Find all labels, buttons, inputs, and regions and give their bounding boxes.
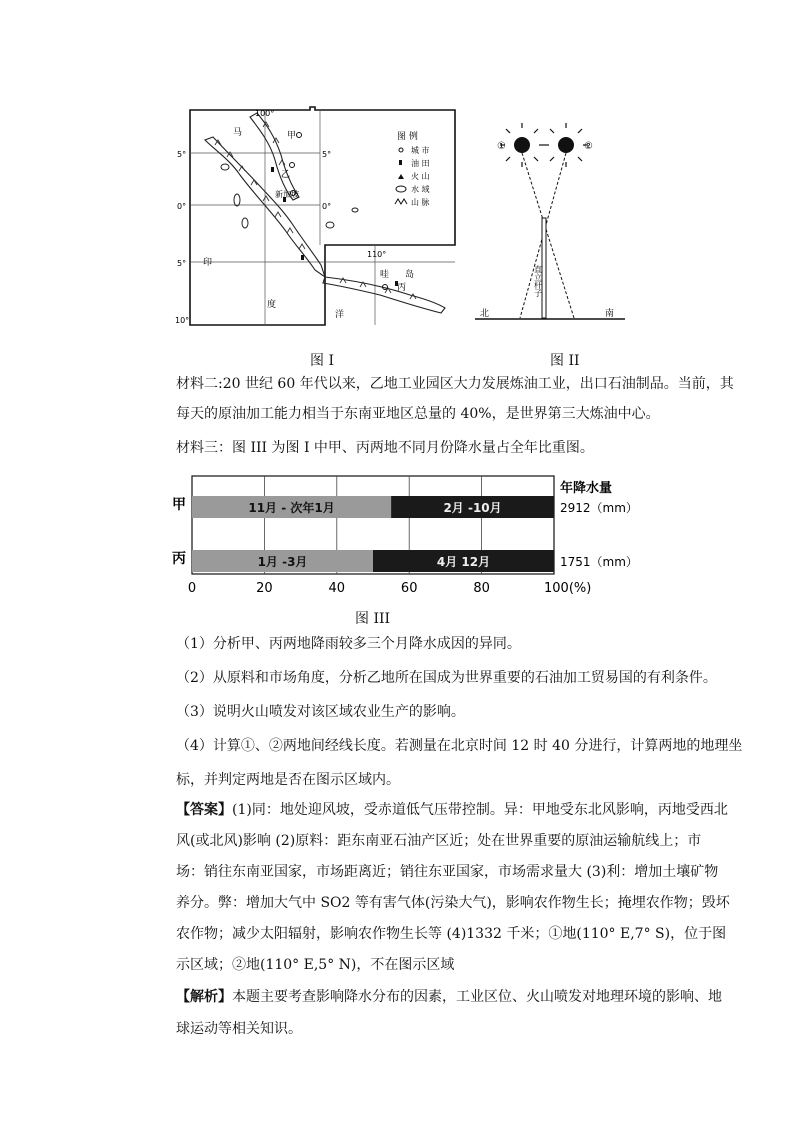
figure-3-caption: 图 III: [355, 611, 391, 627]
chart-category-label: 甲: [172, 497, 186, 513]
chart-x-tick: 0: [187, 581, 197, 596]
water-symbol: [396, 186, 406, 192]
sun-2-icon: [544, 123, 588, 167]
map-legend: [395, 130, 430, 207]
chart-title: 年降水量: [560, 481, 613, 496]
chart-segment-label: 1月 -3月: [257, 555, 308, 569]
legend-label: 火 山: [411, 172, 430, 181]
legend-label: 油 田: [411, 159, 430, 168]
lon-label: 110°: [367, 250, 387, 259]
sun-1-icon: [500, 123, 544, 167]
city-marks: [290, 133, 388, 290]
chart-x-tick: 20: [256, 581, 273, 596]
chart-x-tick: 100(%): [544, 581, 592, 596]
material-3-text: 材料三：图 III 为图 I 中甲、丙两地不同月份降水量占全年比重图。: [176, 440, 594, 456]
material-2-line: 材料二:20 世纪 60 年代以来，乙地工业园区大力发展炼油工业，出口石油制品。当前，其: [176, 376, 734, 392]
answer-line: 示区域；②地(110° E,5° N)，不在图示区域: [176, 957, 455, 973]
answer-line: 农作物；减少太阳辐射，影响农作物生长等 (4)1332 千米；①地(110° E,7° S)，位于图: [176, 926, 727, 942]
place-java: 哇: [380, 270, 390, 280]
lat-label: 5°: [177, 150, 187, 159]
analysis-tag: 【解析】: [176, 989, 232, 1005]
lat-label: 0°: [177, 202, 187, 211]
place-du: 度: [267, 300, 277, 310]
place-yang: 洋: [335, 310, 345, 320]
chart-x-tick: 60: [400, 581, 418, 596]
chart-segment-label: 2月 -10月: [443, 501, 502, 515]
material-2-line: 每天的原油加工能力相当于东南亚地区总量的 40%，是世界第三大炼油中心。: [176, 406, 660, 422]
legend-label: 城 市: [411, 146, 430, 155]
chart-annual-total: 1751（mm）: [560, 555, 638, 569]
question-4-line: （4）计算①、②两地间经线长度。若测量在北京时间 12 时 40 分进行，计算两地的地理坐: [176, 738, 743, 754]
mountain-symbol: [395, 199, 407, 204]
chart-segment-label: 11月 - 次年1月: [248, 501, 335, 515]
chart-annual-total: 2912（mm）: [560, 501, 638, 515]
place-indian: 印: [203, 258, 213, 268]
figure-3-chart: [170, 472, 660, 602]
place-island: 岛: [405, 270, 415, 280]
city-symbol: [399, 148, 403, 152]
lat-label: 5°: [177, 259, 187, 268]
analysis-line: 球运动等相关知识。: [176, 1021, 302, 1037]
figure-2-caption: 图 II: [550, 353, 580, 369]
answer-text: (1)同：地处迎风坡，受赤道低气压带控制。异：甲地受东北风影响，丙地受西北: [232, 802, 728, 818]
legend-label: 山 脉: [411, 198, 430, 207]
chart-x-tick: 40: [328, 581, 346, 596]
place-ma: 马: [233, 128, 243, 138]
question-4-line: 标，并判定两地是否在图示区域内。: [176, 772, 400, 788]
chart-x-tick: 80: [473, 581, 490, 596]
lon-label: 100°: [255, 109, 275, 118]
java-coast: [323, 277, 445, 313]
legend-label: 水 域: [411, 185, 430, 194]
place-jia: 甲: [287, 131, 297, 141]
answer-tag: 【答案】: [176, 802, 232, 818]
pole-label: 直立杆子: [533, 265, 543, 297]
sun-rays: [520, 153, 574, 318]
legend-title: 图 例: [397, 132, 418, 142]
answer-line: 养分。弊：增加大气中 SO2 等有害气体(污染大气)，影响农作物生长；掩埋农作物；毁坏: [176, 895, 730, 911]
malay-peninsula-coast: [250, 113, 299, 200]
place-yi: 乙: [281, 170, 291, 180]
analysis-line: [176, 987, 722, 1007]
chart-segment-label: 4月 12月: [436, 555, 491, 569]
answer-line: 风(或北风)影响 (2)原料：距东南亚石油产区近；处在世界重要的原油运输航线上；市: [176, 833, 702, 849]
lat-label: 10°: [175, 316, 190, 325]
lat-label-right: 0°: [322, 202, 332, 211]
question-3: （3）说明火山喷发对该区域农业生产的影响。: [176, 704, 465, 720]
map-grid: [190, 110, 455, 325]
sun-2-label: ②: [584, 141, 593, 152]
oilfield-symbol: [399, 160, 402, 165]
place-bing: 丙: [397, 283, 407, 293]
north-label: 北: [480, 309, 490, 319]
sun-1-label: ①: [497, 141, 506, 152]
pole: [542, 218, 546, 318]
place-singapore: 新加坡: [275, 190, 299, 199]
analysis-text: 本题主要考查影响降水分布的因素，工业区位、火山喷发对地理环境的影响、地: [232, 989, 722, 1005]
question-1: （1）分析甲、丙两地降雨较多三个月降水成因的异同。: [176, 636, 521, 652]
answer-line: 场：销往东南亚国家，市场距离近；销往东亚国家，市场需求量大 (3)利：增加土壤矿物: [176, 864, 719, 880]
figure-1-map: [175, 105, 465, 340]
chart-category-label: 丙: [172, 551, 186, 567]
lat-label-right: 5°: [322, 150, 332, 159]
answer-line: [176, 800, 728, 820]
figure-1-caption: 图 I: [310, 353, 334, 369]
volcano-symbol: [398, 174, 404, 179]
question-2: （2）从原料和市场角度，分析乙地所在国成为世界重要的石油加工贸易国的有利条件。: [176, 670, 717, 686]
south-label: 南: [605, 309, 615, 319]
figure-2-diagram: [470, 120, 630, 330]
oilfield-marks: [271, 167, 398, 286]
